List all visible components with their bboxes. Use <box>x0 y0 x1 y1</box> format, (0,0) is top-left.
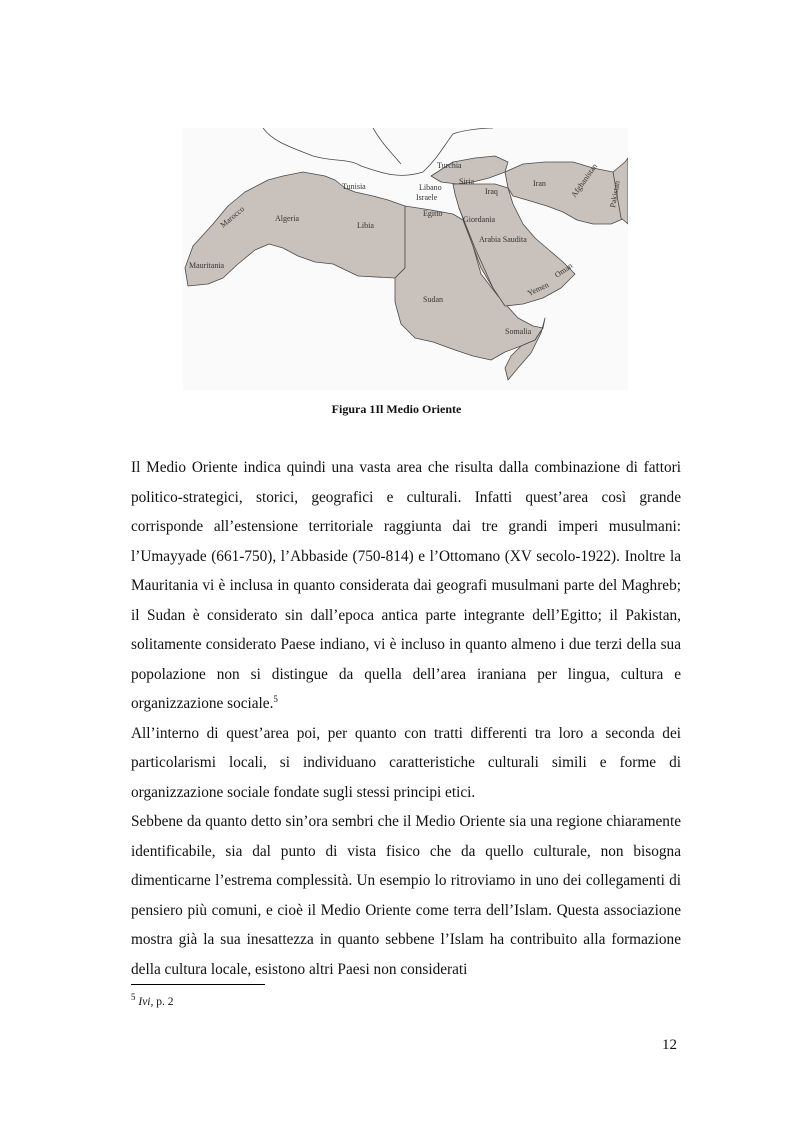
page-number: 12 <box>662 1037 677 1053</box>
label-afghanistan: Afghanistan <box>569 161 600 200</box>
label-libano: Libano <box>419 183 442 192</box>
label-mauritania: Mauritania <box>189 261 225 270</box>
label-iraq: Iraq <box>485 187 498 196</box>
label-turchia: Turchia <box>437 161 462 170</box>
paragraph-text: Il Medio Oriente indica quindi una vasta area che risulta dalla combinazione di fattori politico-strategici, storici, geografici e culturali. Infatti quest’area così grande corrisponde all’estensione territoriale raggiunta dai tre grandi imperi musulmani: l’Umayyade (661-750), l’Abbaside (750-814) e l’Ottomano (XV secolo-1922). Inoltre la Mauritania vi è inclusa in quanto considerata dai geografi musulmani parte del Maghreb; il Sudan è considerato sin dall’epoca antica parte integrante dell’Egitto; il Pakistan, solitamente considerato Paese indiano, vi è incluso in quanto almeno i due terzi della sua popolazione non si distingue da quella dell’area iraniana per lingua, cultura e organizzazione sociale. <box>131 459 681 712</box>
label-iran: Iran <box>533 179 546 188</box>
footnote-page: p. 2 <box>156 996 174 1008</box>
map-coastline-italy <box>373 128 401 164</box>
label-algeria: Algeria <box>275 214 299 223</box>
footnote-number: 5 <box>131 992 136 1003</box>
label-sudan: Sudan <box>423 295 443 304</box>
label-somalia: Somalia <box>505 327 532 336</box>
map-region-iran-afghanistan <box>505 162 625 224</box>
footnote <box>131 992 174 1008</box>
label-israele: Israele <box>416 193 438 202</box>
figure-caption: Figura 1Il Medio Oriente <box>331 402 462 416</box>
label-oman: Oman <box>552 261 575 280</box>
footnote-source: Ivi, <box>138 996 154 1008</box>
label-arabia-saudita: Arabia Saudita <box>479 235 527 244</box>
label-marocco: Marocco <box>218 204 247 230</box>
paragraph: All’interno di quest’area poi, per quanto con tratti differenti tra loro a seconda dei particolarismi locali, si individuano caratteristiche culturali simili e forme di organizzazione sociale fondate sugli stessi principi etici. <box>131 724 681 801</box>
label-egitto: Egitto <box>423 209 443 218</box>
label-libia: Libia <box>357 221 374 230</box>
label-tunisia: Tunisia <box>342 182 366 191</box>
paragraph: Sebbene da quanto detto sin’ora sembri che il Medio Oriente sia una regione chiaramente identificabile, sia dal punto di vista fisico che da quello culturale, non bisogna dimenticarne l’estrema complessità. Un esempio lo ritroviamo in uno dei collegamenti di pensiero più comuni, e cioè il Medio Oriente come terra dell’Islam. Questa associazione mostra già la sua inesattezza in quanto sebbene l’Islam ha contribuito alla formazione della cultura locale, esistono altri Paesi non considerati <box>131 813 681 978</box>
body-text <box>131 453 681 984</box>
paragraph <box>131 453 681 719</box>
middle-east-map <box>183 128 628 390</box>
label-giordania: Giordania <box>463 215 495 224</box>
label-pakistan: Pakistan <box>608 180 622 209</box>
footnote-reference[interactable]: 5 <box>273 693 278 704</box>
label-siria: Siria <box>459 177 475 186</box>
label-yemen: Yemen <box>526 280 551 298</box>
footnote-divider <box>131 984 265 985</box>
